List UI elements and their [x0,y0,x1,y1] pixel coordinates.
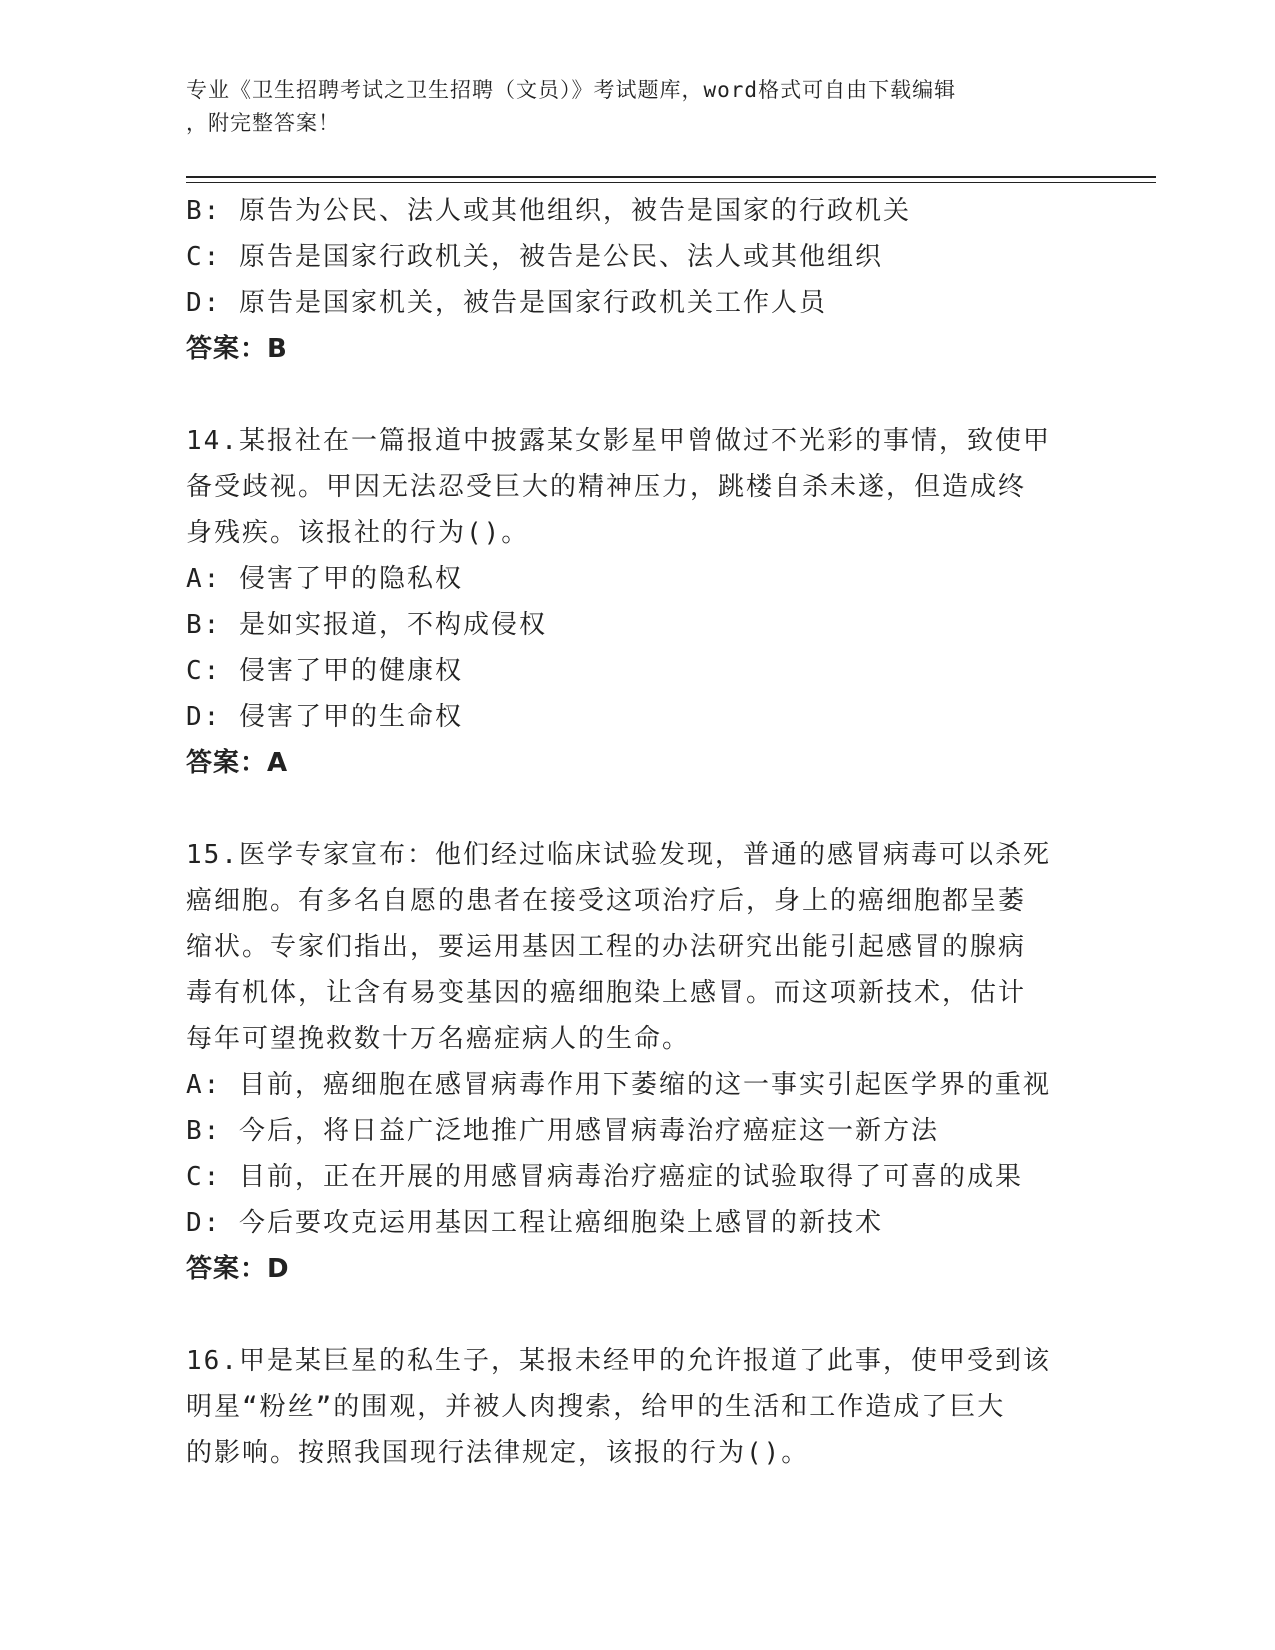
document-header [186,74,1086,140]
option-c: C: 侵害了甲的健康权 [186,656,463,686]
question-content [186,188,1086,1476]
question-14 [186,418,1086,786]
question-stem-line: 16.甲是某巨星的私生子，某报未经甲的允许报道了此事，使甲受到该 [186,1346,1051,1376]
header-divider-thin [186,182,1156,183]
header-divider-thick [186,176,1156,178]
option-d: D: 侵害了甲的生命权 [186,702,463,732]
option-a: A: 目前，癌细胞在感冒病毒作用下萎缩的这一事实引起医学界的重视 [186,1070,1051,1100]
question-spacer [186,786,1086,832]
question-stem-line: 每年可望挽救数十万名癌症病人的生命。 [186,1024,691,1054]
question-stem-line: 明星“粉丝”的围观，并被人肉搜索，给甲的生活和工作造成了巨大 [186,1392,1006,1422]
question-spacer [186,1292,1086,1338]
question-16 [186,1338,1086,1476]
question-stem-line: 缩状。专家们指出，要运用基因工程的办法研究出能引起感冒的腺病 [186,932,1027,962]
question-spacer [186,372,1086,418]
question-stem-line: 15.医学专家宣布：他们经过临床试验发现，普通的感冒病毒可以杀死 [186,840,1051,870]
option-b: B: 原告为公民、法人或其他组织，被告是国家的行政机关 [186,196,911,226]
option-d: D: 原告是国家机关，被告是国家行政机关工作人员 [186,288,827,318]
question-stem-line: 身残疾。该报社的行为()。 [186,518,530,548]
option-b: B: 今后，将日益广泛地推广用感冒病毒治疗癌症这一新方法 [186,1116,939,1146]
question-stem-line: 14.某报社在一篇报道中披露某女影星甲曾做过不光彩的事情，致使甲 [186,426,1051,456]
question-15 [186,832,1086,1292]
option-a: A: 侵害了甲的隐私权 [186,564,463,594]
answer-line: 答案：D [186,1254,290,1284]
question-13 [186,188,1086,372]
header-line-1: 专业《卫生招聘考试之卫生招聘（文员）》考试题库，word格式可自由下载编辑 [186,78,957,102]
answer-line: 答案：A [186,748,289,778]
question-stem-line: 备受歧视。甲因无法忍受巨大的精神压力，跳楼自杀未遂，但造成终 [186,472,1027,502]
question-stem-line: 的影响。按照我国现行法律规定，该报的行为()。 [186,1438,810,1468]
answer-line: 答案：B [186,334,288,364]
question-stem-line: 毒有机体，让含有易变基因的癌细胞染上感冒。而这项新技术，估计 [186,978,1027,1008]
option-c: C: 原告是国家行政机关，被告是公民、法人或其他组织 [186,242,883,272]
option-c: C: 目前，正在开展的用感冒病毒治疗癌症的试验取得了可喜的成果 [186,1162,1023,1192]
option-d: D: 今后要攻克运用基因工程让癌细胞染上感冒的新技术 [186,1208,883,1238]
option-b: B: 是如实报道，不构成侵权 [186,610,547,640]
header-line-2: ，附完整答案！ [186,111,340,135]
question-stem-line: 癌细胞。有多名自愿的患者在接受这项治疗后，身上的癌细胞都呈萎 [186,886,1027,916]
